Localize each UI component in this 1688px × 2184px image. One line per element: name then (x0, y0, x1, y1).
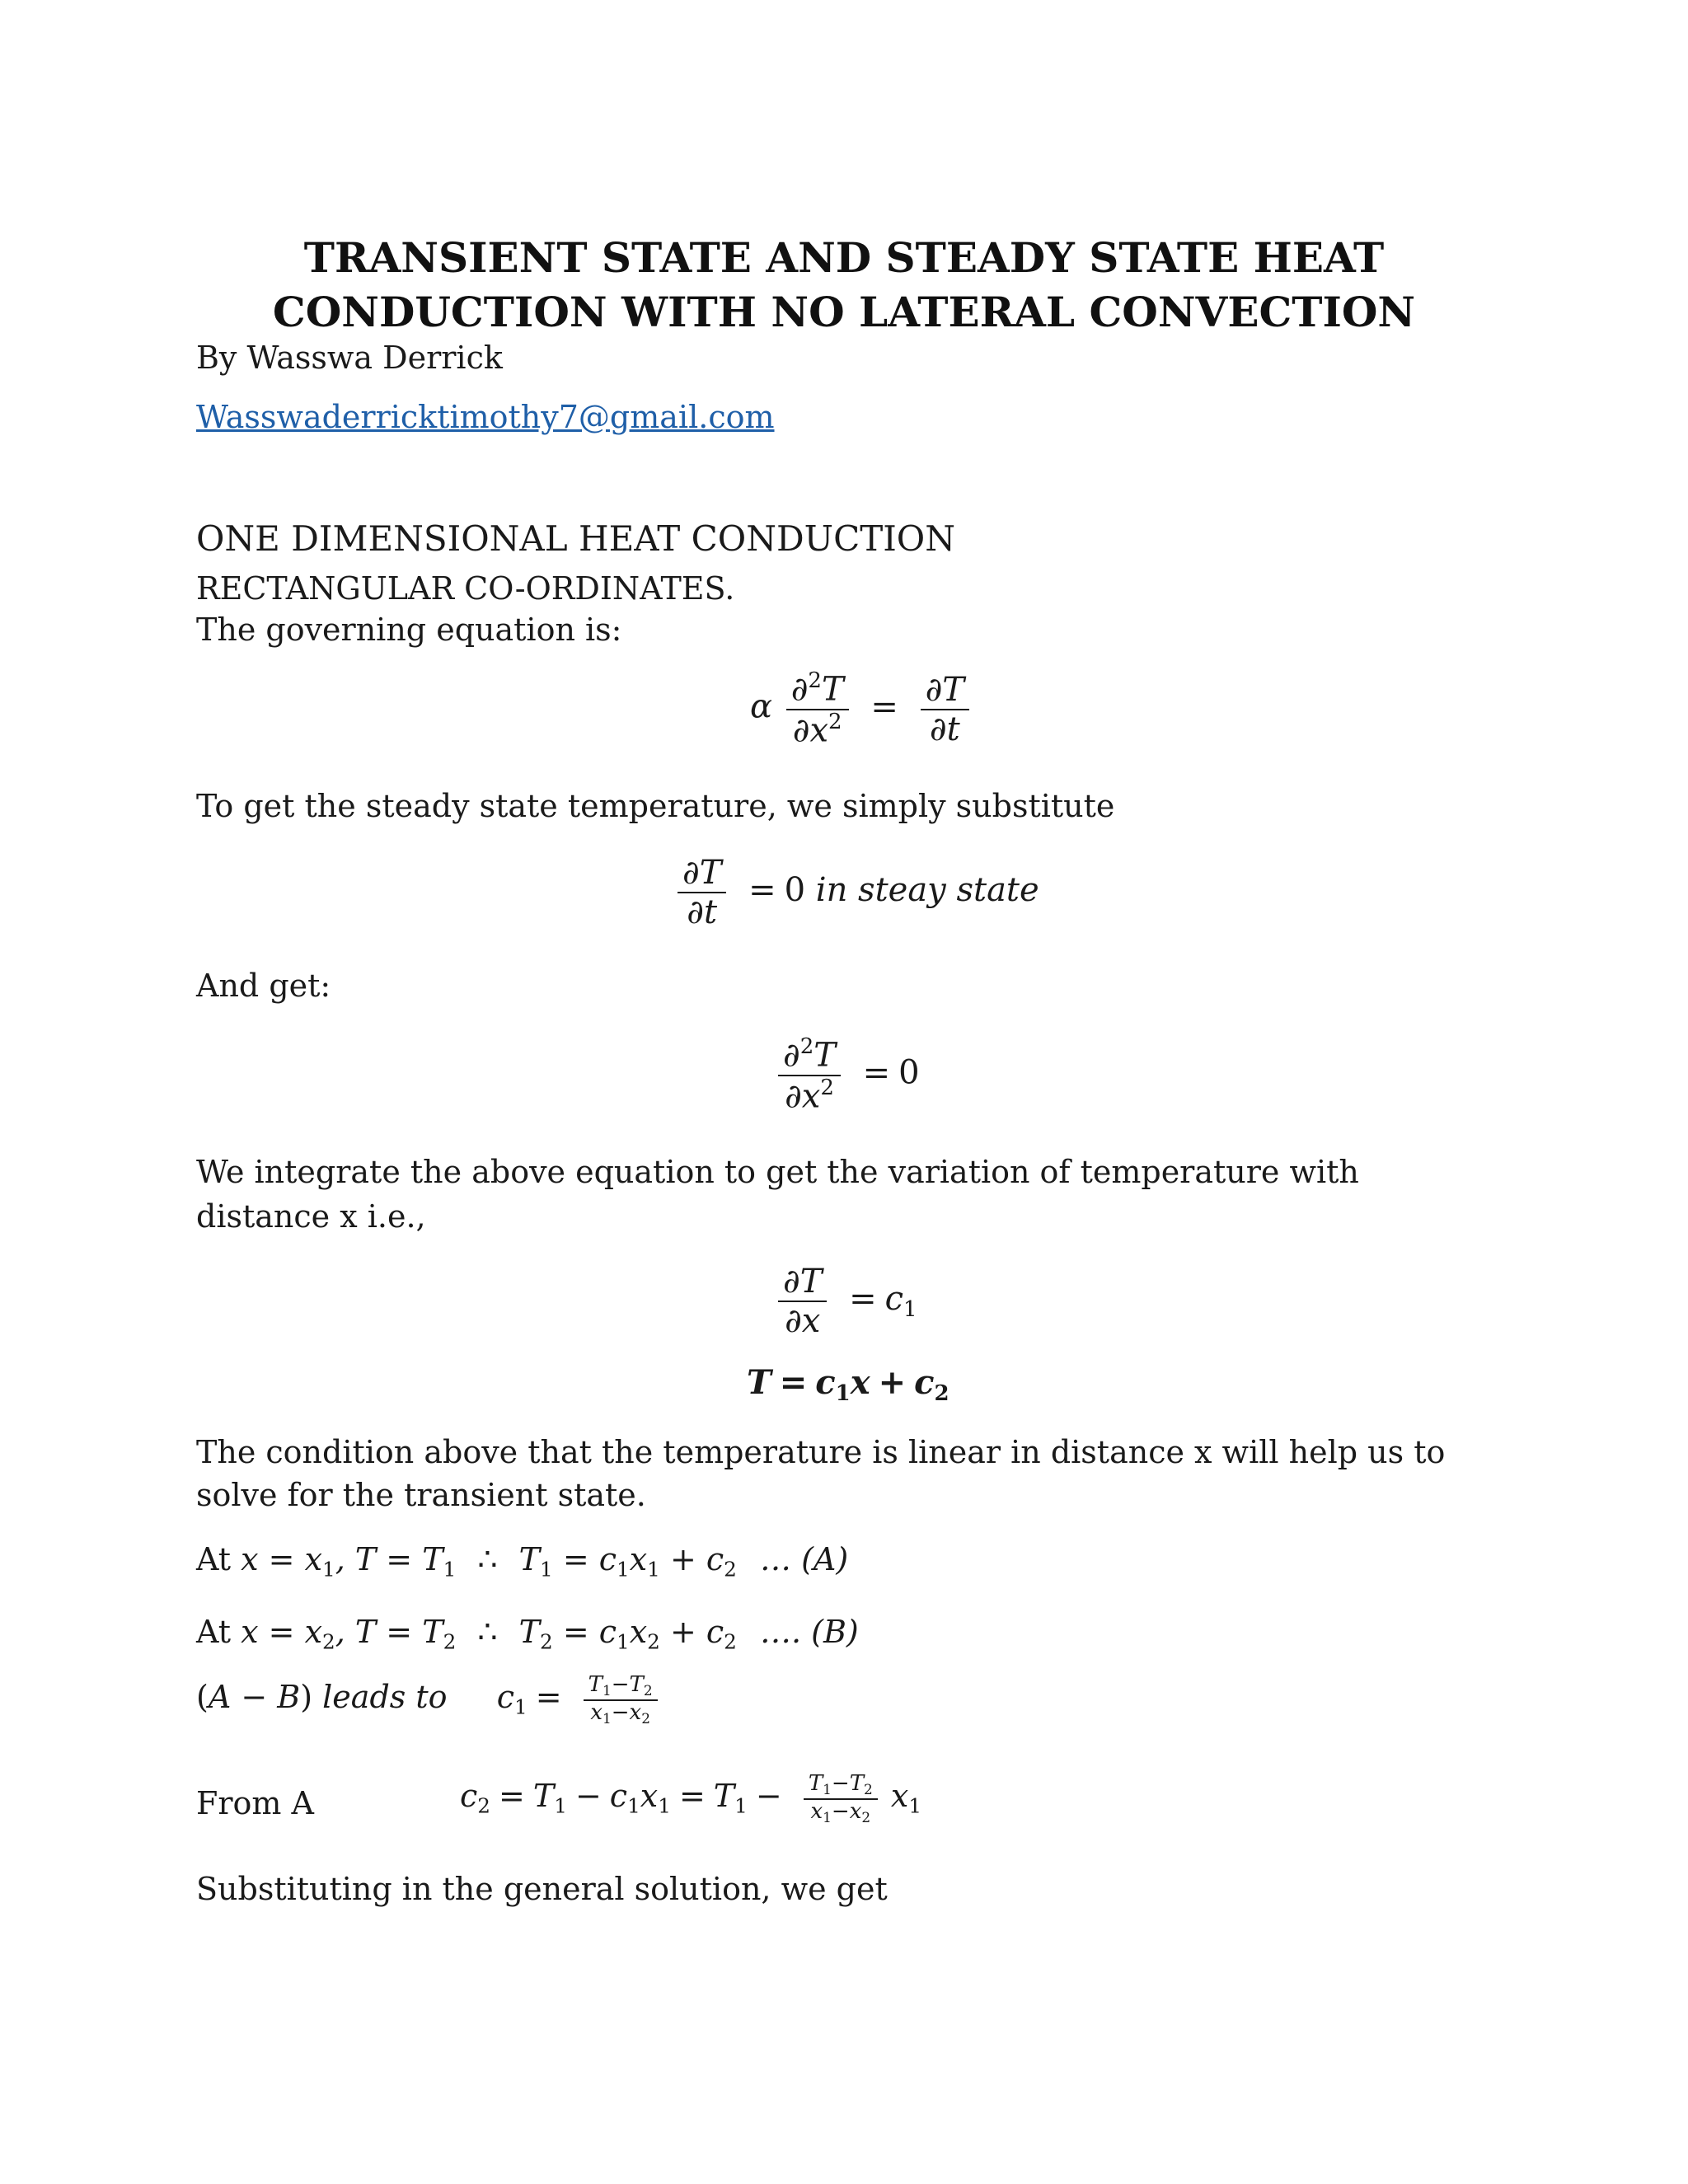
c2-expression: $c_2 = T_1 - c_1x_1 = T_1$ − $\frac{T_1-T_2}{x_1-x_2}$ $x_1$ (460, 1771, 922, 1825)
paragraph-and-get: And get: (196, 968, 331, 1004)
author-byline: By Wasswa Derrick (196, 340, 503, 376)
boundary-condition-b-row: At $x = x_2$, $T = T_2$ ∴ $T_2 = c_1x_2 + c_2$ (196, 1614, 737, 1654)
paragraph-substituting: Substituting in the general solution, we get (196, 1871, 888, 1907)
governing-equation: α $\frac{\partial^2T}{\partial x^2}$ = $\frac{\partial T}{\partial t}$ (750, 669, 973, 749)
from-a-label: From A (196, 1785, 314, 1821)
paragraph-governing: The governing equation is: (196, 612, 622, 648)
paragraph-steady: To get the steady state temperature, we simply substitute (196, 788, 1115, 824)
subheading: RECTANGULAR CO-ORDINATES. (196, 570, 735, 607)
equation-label-a: … (A) (760, 1541, 849, 1577)
paragraph-integrate-line-2: distance x i.e., (196, 1198, 426, 1235)
equation-label-b: …. (B) (760, 1614, 859, 1650)
section-heading: ONE DIMENSIONAL HEAT CONDUCTION (196, 518, 955, 559)
paragraph-condition-line-2: solve for the transient state. (196, 1477, 646, 1513)
first-derivative-equation: $\frac{\partial T}{\partial x}$ = $c_1$ (775, 1263, 917, 1340)
steady-state-note: in steay state (815, 871, 1039, 909)
author-email-link[interactable]: Wasswaderricktimothy7@gmail.com (196, 399, 775, 435)
leads-to-text: leads to (322, 1679, 448, 1715)
at-label-b: At (196, 1614, 232, 1650)
general-solution-equation: $T = c_1x + c_2$ (747, 1363, 950, 1406)
at-label-a: At (196, 1541, 232, 1577)
boundary-condition-a-row: At $x = x_1$, $T = T_1$ ∴ $T_1 = c_1x_1 + c_2$ (196, 1541, 737, 1582)
paragraph-integrate-line-1: We integrate the above equation to get the variation of temperature with (196, 1154, 1359, 1190)
second-derivative-zero-equation: $\frac{\partial^2T}{\partial x^2}$ = 0 (775, 1035, 920, 1115)
document-title-line-2: CONDUCTION WITH NO LATERAL CONVECTION (272, 288, 1416, 336)
document-title-line-1: TRANSIENT STATE AND STEADY STATE HEAT (303, 233, 1385, 282)
steady-state-condition-equation: $\frac{\partial T}{\partial t}$ = 0 in steay state (674, 854, 1039, 931)
paragraph-condition-line-1: The condition above that the temperature is linear in distance x will help us to (196, 1434, 1446, 1470)
a-minus-b-row: (A − B) leads to $c_1$ = $\frac{T_1-T_2}{x_1-x_2}$ (196, 1673, 661, 1727)
